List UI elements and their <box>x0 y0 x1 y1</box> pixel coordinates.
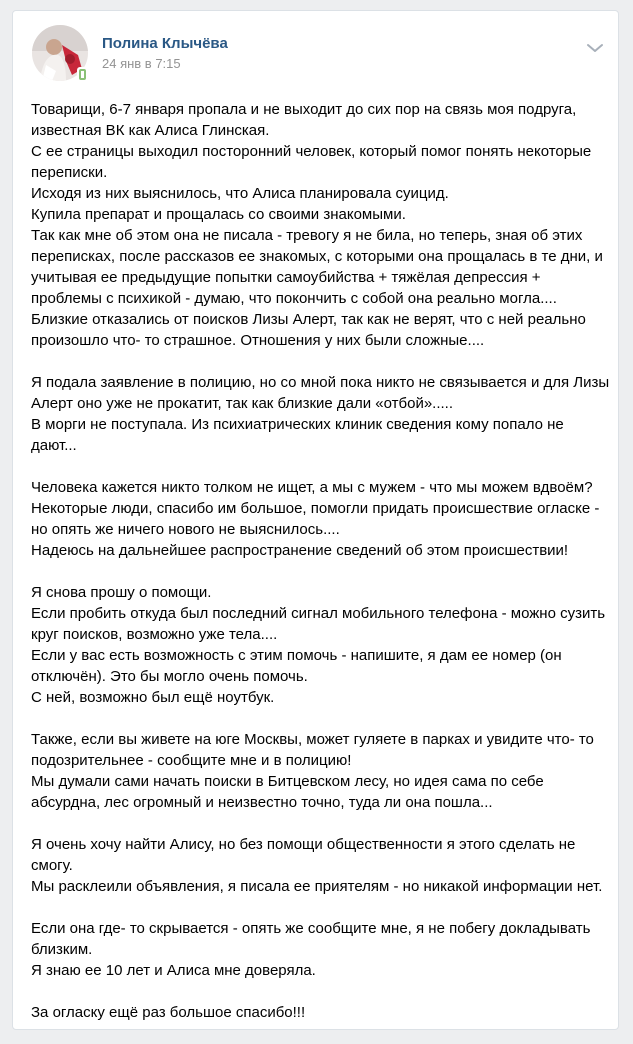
post-text-line: но опять же ничего нового не выяснилось.... <box>31 521 340 538</box>
post-paragraph <box>31 99 611 351</box>
post-text-line: Если она где- то скрывается - опять же сообщите мне, я не побегу докладывать <box>31 920 591 937</box>
post-paragraph <box>31 834 611 897</box>
post-paragraph <box>31 918 611 981</box>
post-text-line: Некоторые люди, спасибо им большое, помогли придать происшествие огласке - <box>31 500 600 517</box>
post-menu-button[interactable] <box>586 39 604 51</box>
post-text-line: В морги не поступала. Из психиатрических клиник сведения кому попало не <box>31 416 564 433</box>
post-text-line: произошло что- то страшное. Отношения у них были сложные.... <box>31 332 485 349</box>
post-paragraph <box>31 582 611 708</box>
post-text-line: известная ВК как Алиса Глинская. <box>31 122 270 139</box>
post-text-line: учитывая ее предыдущие попытки самоубийства + тяжёлая депрессия + <box>31 269 541 286</box>
post-text-line: Надеюсь на дальнейшее распространение сведений об этом происшествии! <box>31 542 569 559</box>
post-date[interactable]: 24 янв в 7:15 <box>102 56 181 71</box>
post-text-line: отключён). Это бы могло очень помочь. <box>31 668 308 685</box>
author-name[interactable]: Полина Клычёва <box>102 35 228 52</box>
post-text-line: Алерт оно уже не прокатит, так как близкие дали «отбой»..... <box>31 395 454 412</box>
post-header <box>13 11 618 91</box>
post-paragraph <box>31 372 611 456</box>
chevron-down-icon <box>586 42 604 54</box>
mobile-online-icon <box>77 67 90 84</box>
post-text-line: За огласку ещё раз большое спасибо!!! <box>31 1004 306 1021</box>
post-text-line: Купила препарат и прощалась со своими знакомыми. <box>31 206 406 223</box>
post-text-line: Я подала заявление в полицию, но со мной пока никто не связывается и для Лизы <box>31 374 610 391</box>
post-text-line: переписках, после рассказов ее знакомых, с которыми она прощалась в те дни, и <box>31 248 603 265</box>
post-text-line: круг поисков, возможно уже тела.... <box>31 626 278 643</box>
post-text-line: проблемы с психикой - думаю, что покончить с собой она реально могла.... <box>31 290 557 307</box>
post-text-line: подозрительнее - сообщите мне и в полицию! <box>31 752 352 769</box>
post-text <box>31 99 611 1044</box>
post-text-line: переписки. <box>31 164 108 181</box>
post-text-line: Товарищи, 6-7 января пропала и не выходит до сих пор на связь моя подруга, <box>31 101 577 118</box>
post-text-line: Мы расклеили объявления, я писала ее приятелям - но никакой информации нет. <box>31 878 603 895</box>
post-text-line: Если у вас есть возможность с этим помочь - напишите, я дам ее номер (он <box>31 647 562 664</box>
post-paragraph <box>31 477 611 561</box>
post-text-line: С ней, возможно был ещё ноутбук. <box>31 689 275 706</box>
post-text-line: Так как мне об этом она не писала - тревогу я не била, но теперь, зная об этих <box>31 227 583 244</box>
post-text-line: смогу. <box>31 857 73 874</box>
post-text-line: Также, если вы живете на юге Москвы, может гуляете в парках и увидите что- то <box>31 731 594 748</box>
post-paragraph <box>31 729 611 813</box>
post-text-line: абсурдна, лес огромный и неизвестно точно, туда ли она пошла... <box>31 794 493 811</box>
post-text-line: С ее страницы выходил посторонний человек, который помог понять некоторые <box>31 143 592 160</box>
post-text-line: Исходя из них выяснилось, что Алиса планировала суицид. <box>31 185 449 202</box>
post-text-line: близким. <box>31 941 93 958</box>
post-text-line: Я очень хочу найти Алису, но без помощи общественности я этого сделать не <box>31 836 576 853</box>
post-text-line: Я снова прошу о помощи. <box>31 584 212 601</box>
post-text-line: Близкие отказались от поисков Лизы Алерт, так как не верят, что с ней реально <box>31 311 586 328</box>
post-text-line: Если пробить откуда был последний сигнал мобильного телефона - можно сузить <box>31 605 606 622</box>
post-text-line: Человека кажется никто толком не ищет, а мы с мужем - что мы можем вдвоём? <box>31 479 593 496</box>
post-text-line: Я знаю ее 10 лет и Алиса мне доверяла. <box>31 962 316 979</box>
post-text-line: дают... <box>31 437 77 454</box>
post-text-line: Мы думали сами начать поиски в Битцевском лесу, но идея сама по себе <box>31 773 544 790</box>
post-card <box>12 10 619 1030</box>
post-paragraph <box>31 1002 611 1023</box>
